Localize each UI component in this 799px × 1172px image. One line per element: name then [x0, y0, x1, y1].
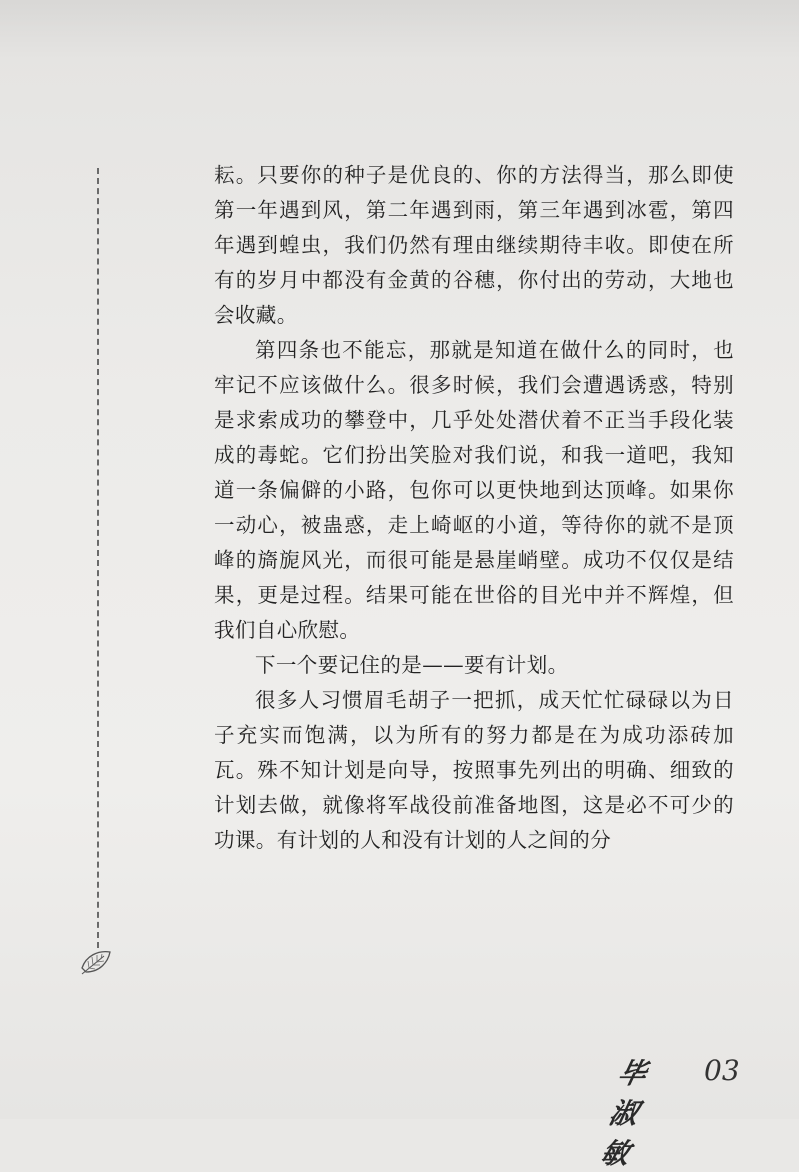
body-text	[214, 158, 734, 858]
page-number: 03	[704, 1054, 740, 1087]
paragraph: 下一个要记住的是——要有计划。	[255, 653, 569, 677]
margin-dashed-line	[97, 168, 99, 948]
leaf-icon	[80, 948, 112, 976]
paragraph: 很多人习惯眉毛胡子一把抓，成天忙忙碌碌以为日子充实而饱满，以为所有的努力都是在为成功添砖加瓦。殊不知计划是向导，按照事先列出的明确、细致的计划去做，就像将军战役前准备地图，这是必不可少的功课。有计划的人和没有计划的人之间的分	[214, 688, 734, 852]
page-top-shadow	[0, 0, 799, 60]
author-signature: 毕淑敏	[597, 1057, 648, 1170]
paragraph: 耘。只要你的种子是优良的、你的方法得当，那么即使第一年遇到风，第二年遇到雨，第三年遇到冰雹，第四年遇到蝗虫，我们仍然有理由继续期待丰收。即使在所有的岁月中都没有金黄的谷穗，你付出的劳动，大地也会收藏。	[214, 163, 734, 327]
paragraph: 第四条也不能忘，那就是知道在做什么的同时，也牢记不应该做什么。很多时候，我们会遭遇诱惑，特别是求索成功的攀登中，几乎处处潜伏着不正当手段化装成的毒蛇。它们扮出笑脸对我们说，和我一道吧，我知道一条偏僻的小路，包你可以更快地到达顶峰。如果你一动心，被蛊惑，走上崎岖的小道，等待你的就不是顶峰的旖旎风光，而很可能是悬崖峭壁。成功不仅仅是结果，更是过程。结果可能在世俗的目光中并不辉煌，但我们自心欣慰。	[214, 338, 734, 642]
